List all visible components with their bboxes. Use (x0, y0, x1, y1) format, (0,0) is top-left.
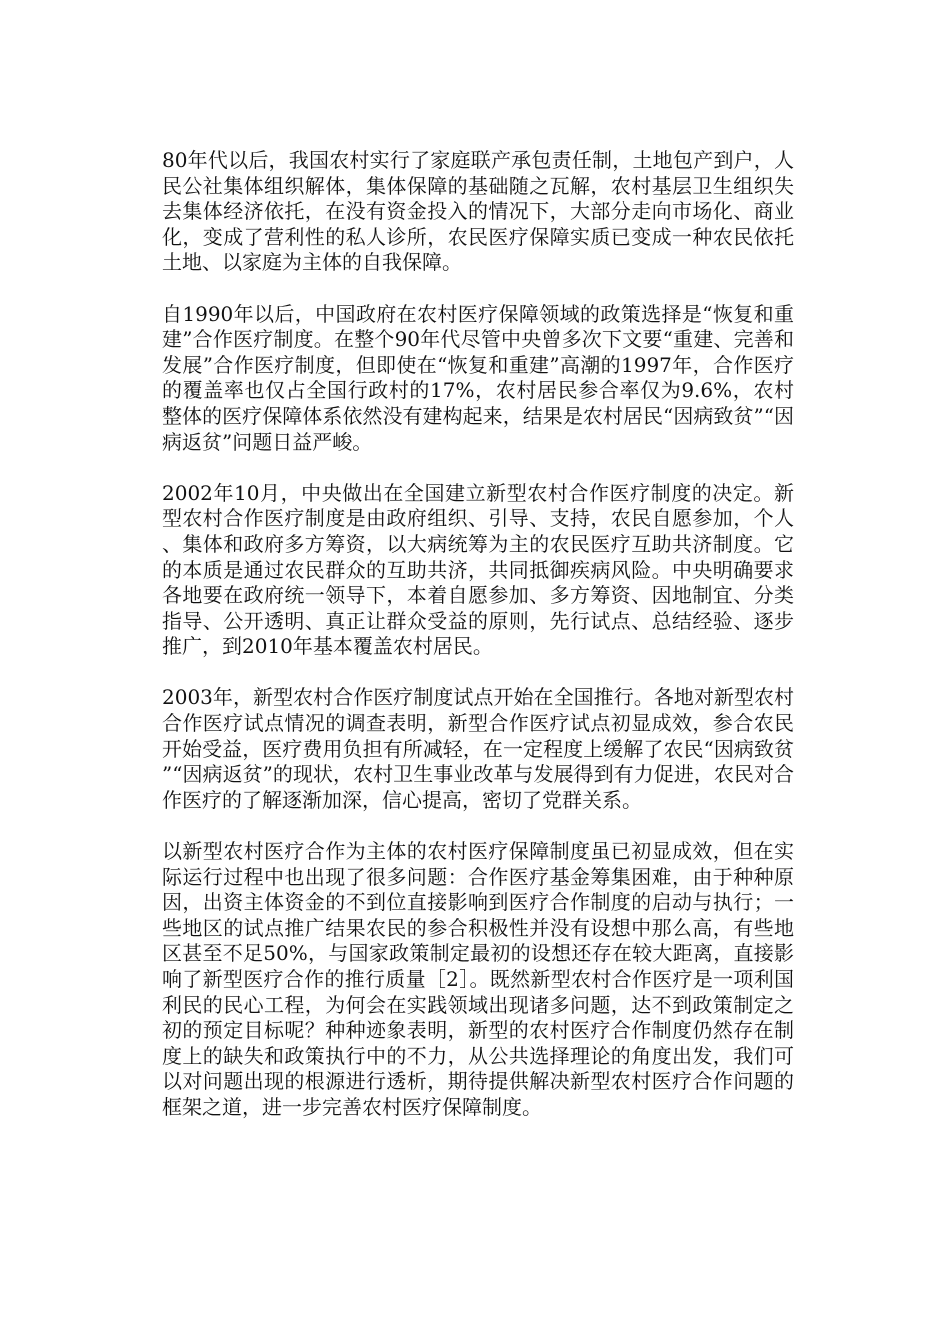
paragraph-3: 2002年10月，中央做出在全国建立新型农村合作医疗制度的决定。新型农村合作医疗制度是由政府组织、引导、支持，农民自愿参加，个人、集体和政府多方筹资，以大病统筹为主的农民医疗互助共济制度。它的本质是通过农民群众的互助共济，共同抵御疾病风险。中央明确要求各地要在政府统一领导下，本着自愿参加、多方筹资、因地制宜、分类指导、公开透明、真正让群众受益的原则，先行试点、总结经验、逐步推广，到2010年基本覆盖农村居民。 (162, 480, 794, 659)
paragraph-4: 2003年，新型农村合作医疗制度试点开始在全国推行。各地对新型农村合作医疗试点情况的调查表明，新型合作医疗试点初显成效，参合农民开始受益，医疗费用负担有所减轻，在一定程度上缓解了农民“因病致贫”“因病返贫”的现状，农村卫生事业改革与发展得到有力促进，农民对合作医疗的了解逐渐加深，信心提高，密切了党群关系。 (162, 685, 794, 812)
paragraph-5: 以新型农村医疗合作为主体的农村医疗保障制度虽已初显成效，但在实际运行过程中也出现了很多问题：合作医疗基金筹集困难，由于种种原因，出资主体资金的不到位直接影响到医疗合作制度的启动与执行；一些地区的试点推广结果农民的参合积极性并没有设想中那么高，有些地区甚至不足50%，与国家政策制定最初的设想还存在较大距离，直接影响了新型医疗合作的推行质量［2］。既然新型农村合作医疗是一项利国利民的民心工程，为何会在实践领域出现诸多问题，达不到政策制定之初的预定目标呢？种种迹象表明，新型的农村医疗合作制度仍然存在制度上的缺失和政策执行中的不力，从公共选择理论的角度出发，我们可以对问题出现的根源进行透析，期待提供解决新型农村医疗合作问题的框架之道，进一步完善农村医疗保障制度。 (162, 839, 794, 1119)
document-body (162, 148, 794, 1146)
paragraph-2: 自1990年以后，中国政府在农村医疗保障领域的政策选择是“恢复和重建”合作医疗制度。在整个90年代尽管中央曾多次下文要“重建、完善和发展”合作医疗制度，但即使在“恢复和重建”高潮的1997年，合作医疗的覆盖率也仅占全国行政村的17%，农村居民参合率仅为9.6%，农村整体的医疗保障体系依然没有建构起来，结果是农村居民“因病致贫”“因病返贫”问题日益严峻。 (162, 301, 794, 454)
paragraph-1: 80年代以后，我国农村实行了家庭联产承包责任制，土地包产到户，人民公社集体组织解体，集体保障的基础随之瓦解，农村基层卫生组织失去集体经济依托，在没有资金投入的情况下，大部分走向市场化、商业化，变成了营利性的私人诊所，农民医疗保障实质已变成一种农民依托土地、以家庭为主体的自我保障。 (162, 148, 794, 275)
